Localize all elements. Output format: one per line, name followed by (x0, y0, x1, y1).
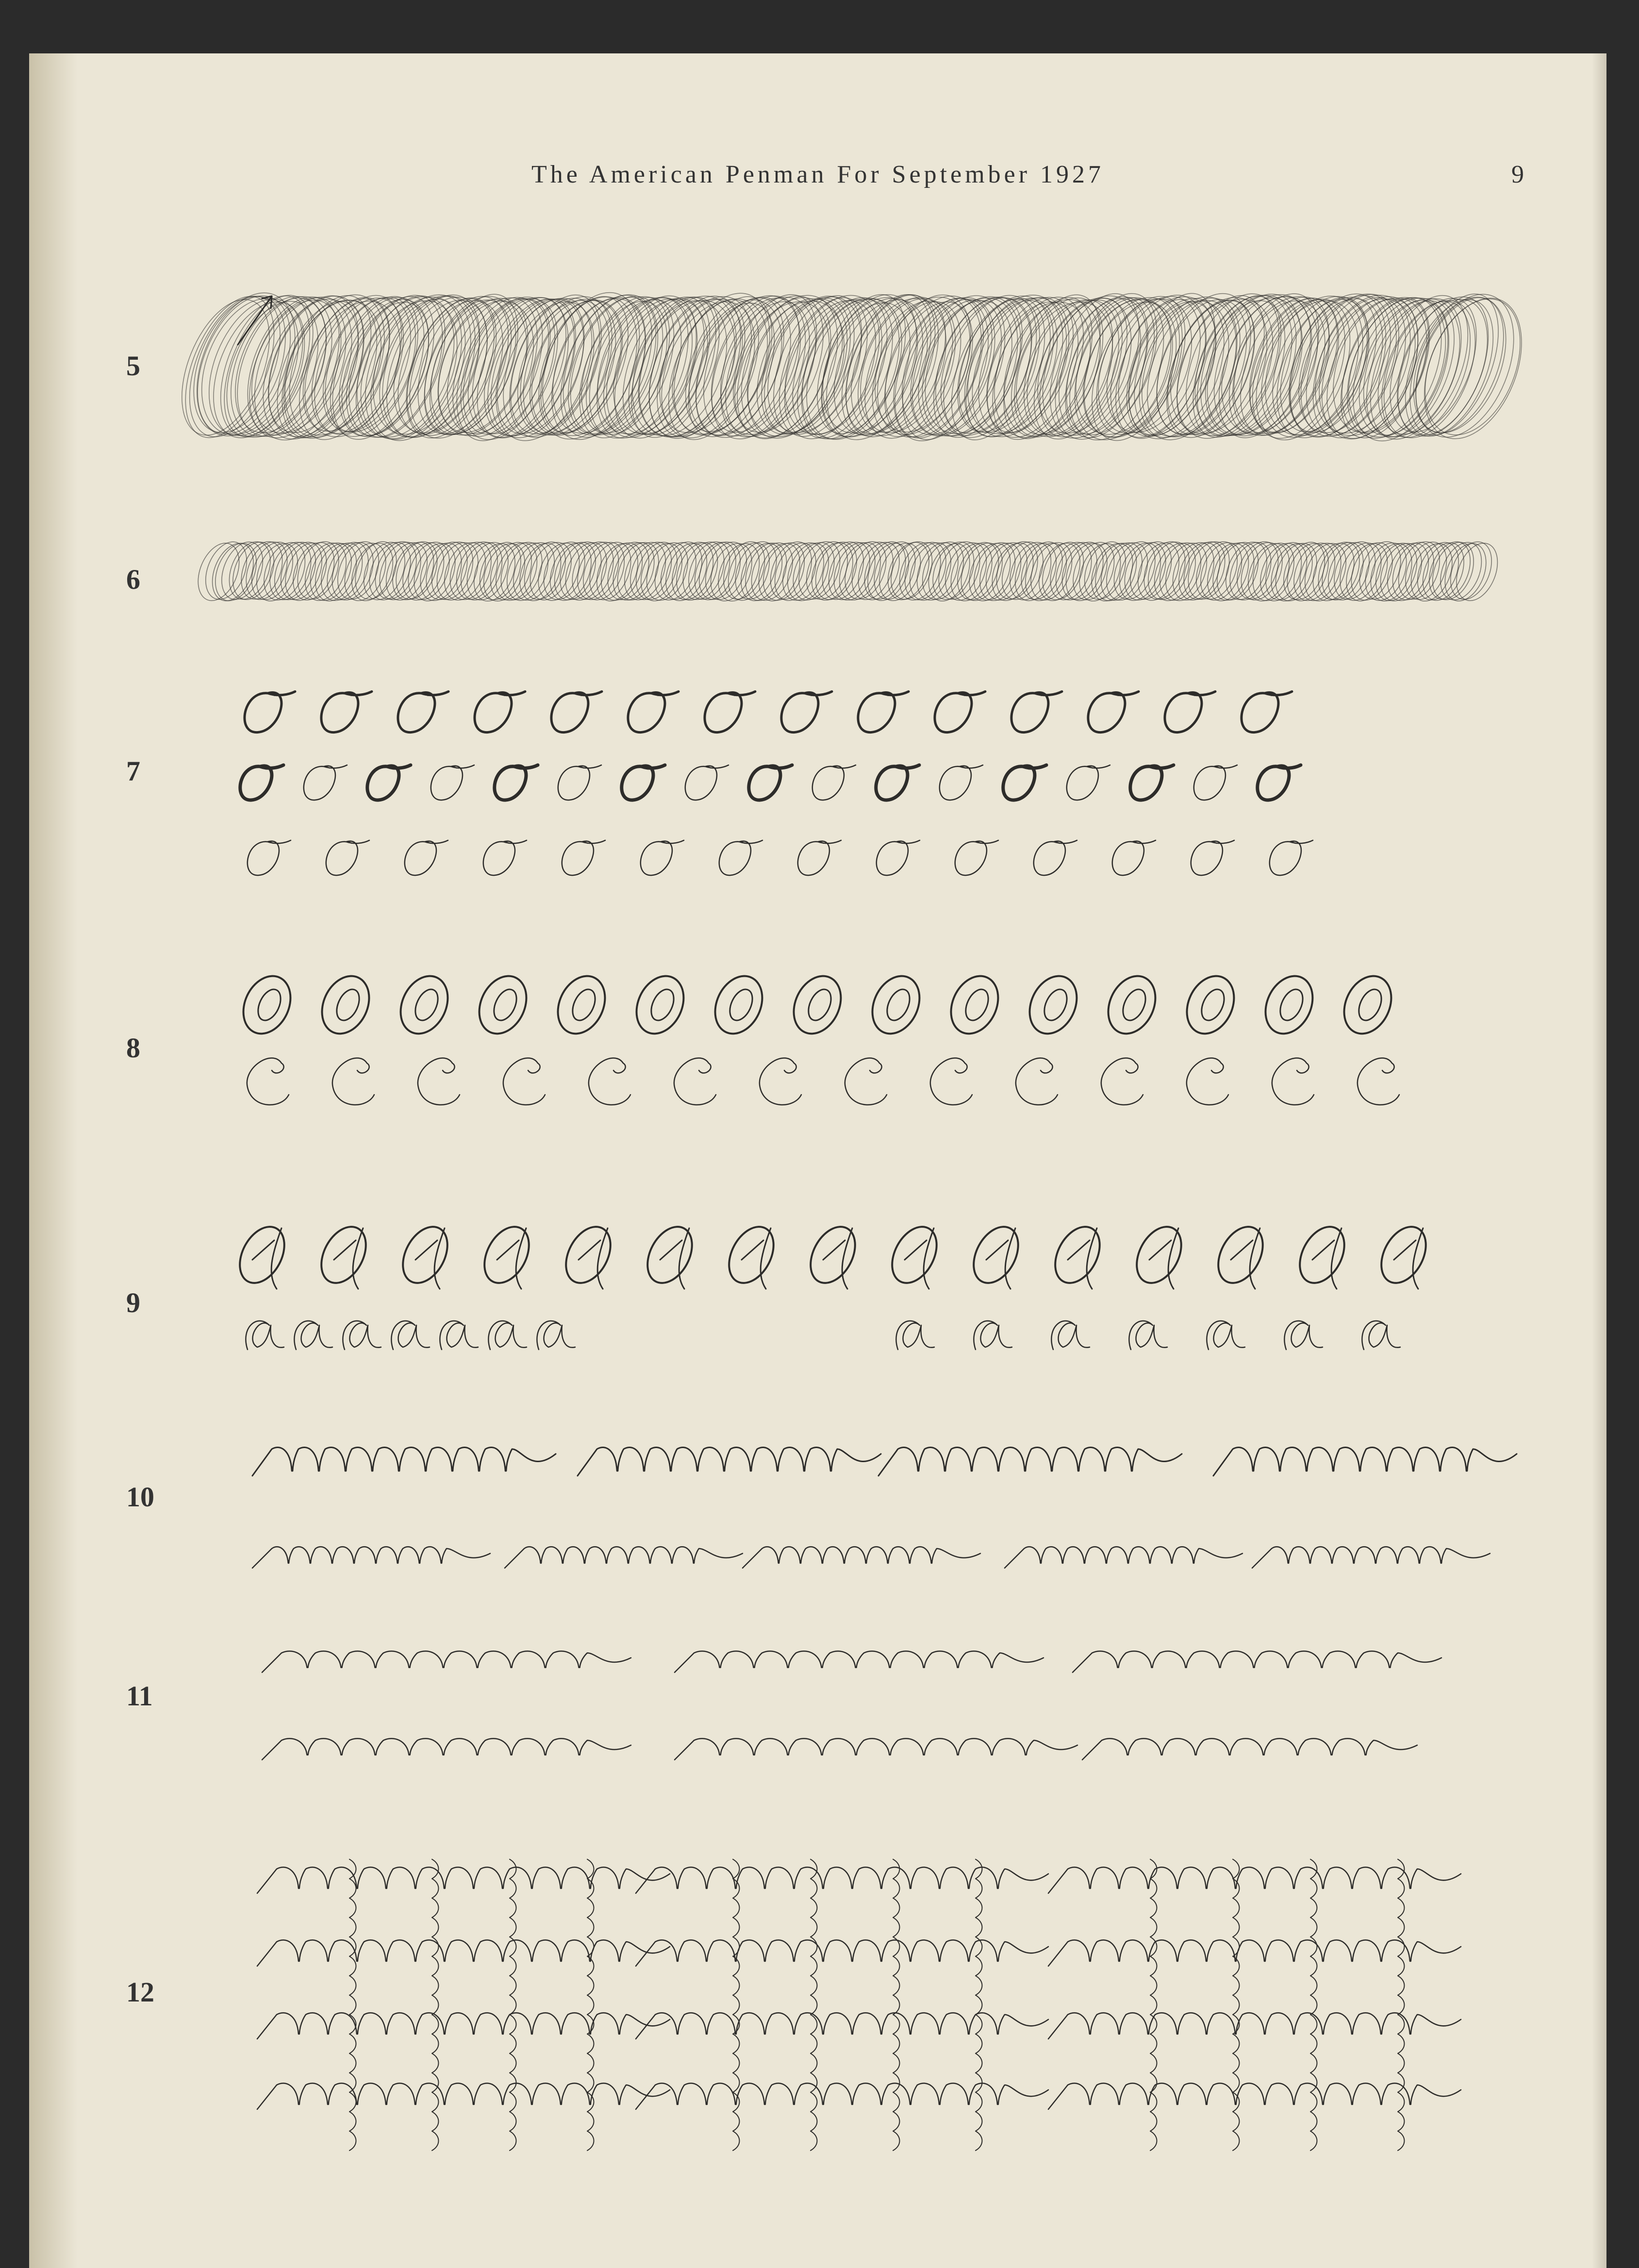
exercise-11-m-and-n-rows (262, 1651, 1441, 1760)
exercise-number-7: 7 (126, 755, 140, 787)
exercise-number-6: 6 (126, 564, 140, 595)
page-number: 9 (1511, 161, 1524, 188)
exercise-10-running-m (252, 1447, 1517, 1568)
exercise-number-12: 12 (126, 1976, 154, 2008)
exercise-7-o-rows (240, 692, 1313, 876)
magazine-page (29, 53, 1606, 2268)
running-header: The American Penman For September 1927 (531, 161, 1105, 188)
exercise-number-9: 9 (126, 1287, 140, 1318)
exercise-number-10: 10 (126, 1481, 154, 1513)
penmanship-drills (58, 53, 1606, 2268)
exercise-8-o-and-c-rows (234, 968, 1400, 1105)
exercise-9-a-rows (231, 1219, 1435, 1350)
exercise-6-oval-band (190, 535, 1506, 607)
drill-illustration (58, 53, 1606, 2268)
exercise-5-oval-band (165, 279, 1541, 455)
exercise-number-5: 5 (126, 350, 140, 382)
exercise-number-11: 11 (126, 1680, 153, 1712)
exercise-12-m-grid (257, 1859, 1461, 2151)
exercise-number-8: 8 (126, 1032, 140, 1064)
